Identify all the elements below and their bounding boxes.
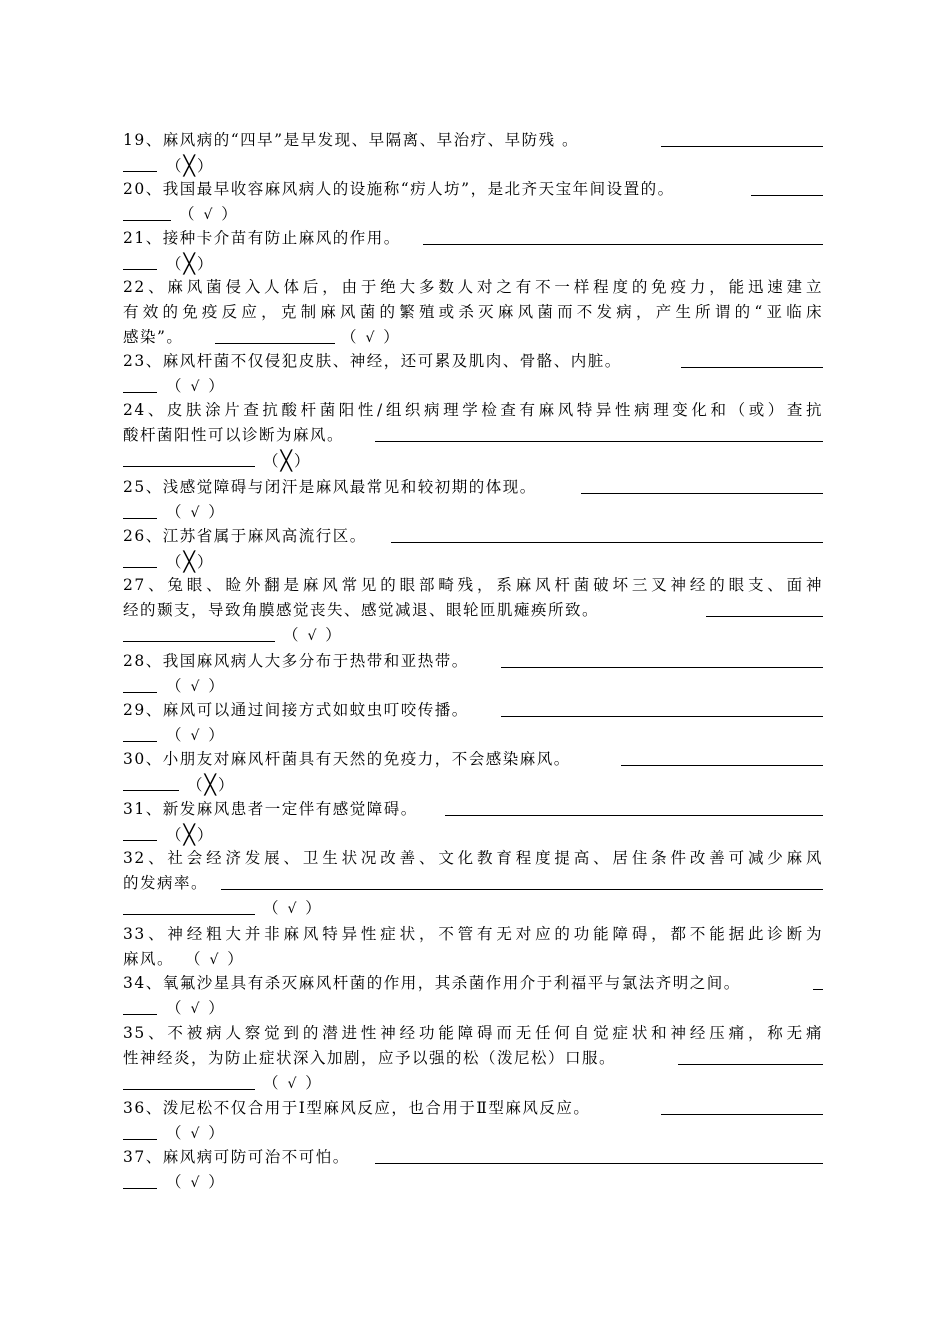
question-text: 20、我国最早收容麻风病人的设施称“疠人坊”，是北齐天宝年间设置的。	[123, 180, 675, 198]
answer-mark: （ √ ）	[166, 723, 226, 749]
answer-mark: （╳）	[166, 823, 215, 846]
question-36	[123, 1096, 823, 1146]
check-mark-icon: √	[190, 504, 202, 521]
question-text: 23、麻风杆菌不仅侵犯皮肤、神经，还可累及肌肉、骨骼、内脏。	[123, 352, 622, 370]
question-29	[123, 698, 823, 748]
question-text: 31、新发麻风患者一定伴有感觉障碍。	[123, 800, 418, 818]
check-mark-icon: √	[190, 1000, 202, 1017]
question-25	[123, 475, 823, 525]
check-mark-icon: √	[287, 900, 299, 917]
question-text: 29、麻风可以通过间接方式如蚊虫叮咬传播。	[123, 701, 469, 719]
answer-mark: （ √ ）	[283, 623, 343, 649]
question-text: 19、麻风病的“四早”是早发现、早隔离、早治疗、早防残 。	[123, 131, 580, 149]
cross-mark-icon: ╳	[183, 154, 197, 177]
question-text: 33、神经粗大并非麻风特异性症状，不管有无对应的功能障碍，都不能据此诊断为	[123, 925, 823, 943]
question-32	[123, 846, 823, 921]
check-mark-icon: √	[190, 1125, 202, 1142]
answer-mark: （╳）	[263, 449, 312, 472]
question-text: 的发病率。	[123, 873, 209, 892]
question-text: 26、江苏省属于麻风高流行区。	[123, 527, 367, 545]
question-text: 34、氧氟沙星具有杀灭麻风杆菌的作用，其杀菌作用介于利福平与氯法齐明之间。	[123, 974, 741, 992]
question-28	[123, 649, 823, 699]
question-19	[123, 128, 823, 178]
question-24	[123, 398, 823, 473]
cross-mark-icon: ╳	[204, 773, 218, 796]
check-mark-icon: √	[209, 951, 221, 968]
question-30	[123, 747, 823, 797]
question-text: 酸杆菌阳性可以诊断为麻风。	[123, 425, 345, 444]
cross-mark-icon: ╳	[183, 550, 197, 573]
answer-mark: （ √ ）	[166, 374, 226, 400]
check-mark-icon: √	[287, 1075, 299, 1092]
question-22	[123, 275, 823, 350]
question-text: 36、泼尼松不仅合用于Ⅰ型麻风反应，也合用于Ⅱ型麻风反应。	[123, 1099, 591, 1117]
cross-mark-icon: ╳	[280, 449, 294, 472]
question-31	[123, 797, 823, 847]
check-mark-icon: √	[365, 329, 377, 346]
answer-mark: （╳）	[187, 773, 236, 796]
answer-mark: （ √ ）	[166, 1121, 226, 1147]
answer-mark: （ √ ）	[263, 896, 323, 922]
check-mark-icon: √	[190, 727, 202, 744]
question-text: 32、社会经济发展、卫生状况改善、文化教育程度提高、居住条件改善可减少麻风	[123, 849, 823, 867]
answer-mark: （ √ ）	[166, 996, 226, 1022]
check-mark-icon: √	[307, 627, 319, 644]
question-33	[123, 922, 823, 972]
question-27	[123, 573, 823, 648]
question-text: 30、小朋友对麻风杆菌具有天然的免疫力，不会感染麻风。	[123, 750, 571, 768]
cross-mark-icon: ╳	[183, 252, 197, 275]
question-37	[123, 1145, 823, 1195]
question-34	[123, 971, 823, 1021]
answer-mark: （╳）	[166, 550, 215, 573]
question-21	[123, 226, 823, 276]
question-text: 性神经炎，为防止症状深入加剧，应予以强的松（泼尼松）口服。	[123, 1048, 617, 1067]
check-mark-icon: √	[190, 378, 202, 395]
question-text: 27、兔眼、睑外翻是麻风常见的眼部畸残，系麻风杆菌破坏三叉神经的眼支、面神	[123, 576, 823, 594]
check-mark-icon: √	[203, 206, 215, 223]
answer-mark: （ √ ）	[166, 1170, 226, 1196]
question-text: 37、麻风病可防可治不可怕。	[123, 1148, 350, 1166]
question-text: 25、浅感觉障碍与闭汗是麻风最常见和较初期的体现。	[123, 478, 537, 496]
question-26	[123, 524, 823, 574]
question-text: 28、我国麻风病人大多分布于热带和亚热带。	[123, 652, 469, 670]
question-20	[123, 177, 823, 227]
answer-mark: （ √ ）	[185, 947, 245, 973]
question-text: 24、皮肤涂片查抗酸杆菌阳性/组织病理学检查有麻风特异性病理变化和（或）查抗	[123, 401, 823, 419]
question-23	[123, 349, 823, 399]
answer-mark: （╳）	[166, 154, 215, 177]
check-mark-icon: √	[190, 1174, 202, 1191]
question-text: 感染”。	[123, 327, 184, 346]
answer-mark: （ √ ）	[166, 500, 226, 526]
question-text: 21、接种卡介苗有防止麻风的作用。	[123, 229, 401, 247]
question-text: 22、麻风菌侵入人体后，由于绝大多数人对之有不一样程度的免疫力，能迅速建立	[123, 278, 823, 296]
question-text: 有效的免疫反应，克制麻风菌的繁殖或杀灭麻风菌而不发病，产生所谓的“亚临床	[123, 302, 823, 321]
answer-mark: （ √ ）	[179, 202, 239, 228]
answer-mark: （ √ ）	[341, 325, 401, 351]
question-text: 35、不被病人察觉到的潜进性神经功能障碍而无任何自觉症状和神经压痛，称无痛	[123, 1024, 823, 1042]
check-mark-icon: √	[190, 678, 202, 695]
question-35	[123, 1021, 823, 1096]
answer-mark: （ √ ）	[166, 674, 226, 700]
answer-mark: （ √ ）	[263, 1071, 323, 1097]
answer-mark: （╳）	[166, 252, 215, 275]
question-text: 经的颞支，导致角膜感觉丧失、感觉减退、眼轮匝肌瘫痪所致。	[123, 600, 600, 619]
cross-mark-icon: ╳	[183, 823, 197, 846]
question-text: 麻风。	[123, 949, 175, 968]
